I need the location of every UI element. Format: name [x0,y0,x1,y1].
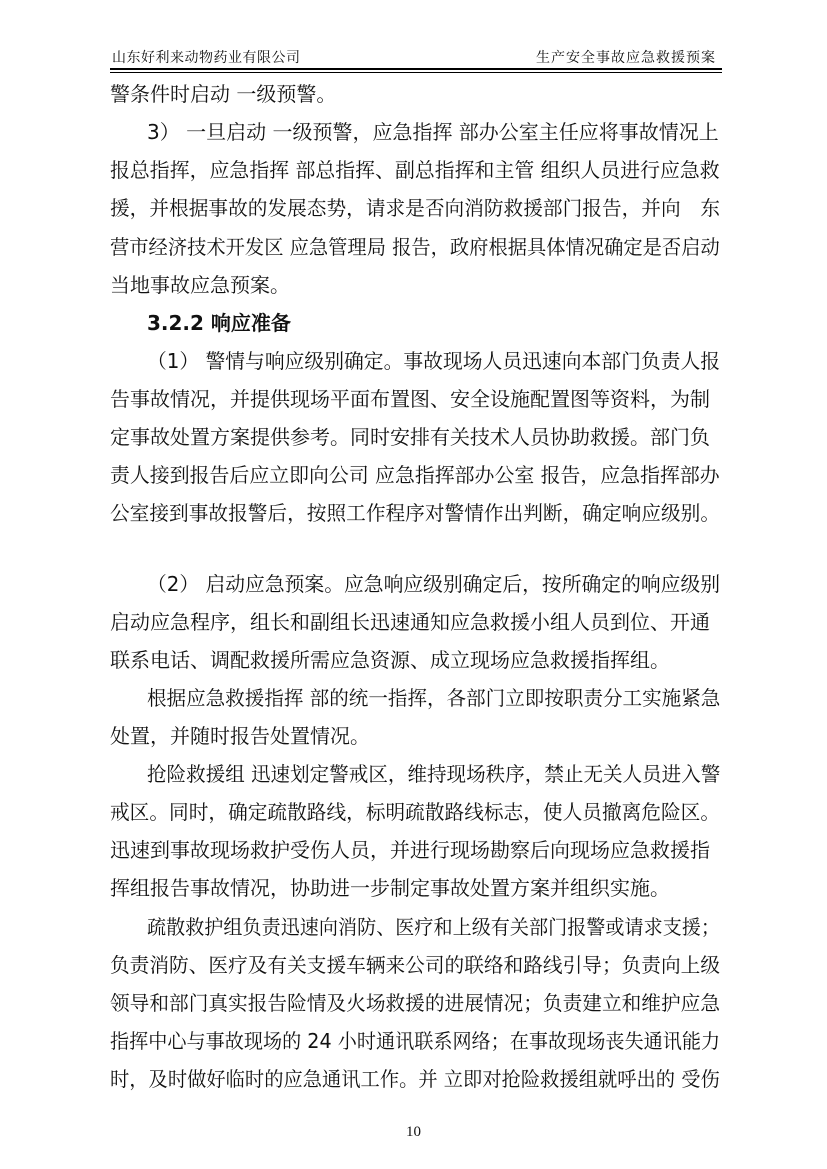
body-line: 3） 一旦启动 一级预警，应急指挥 部办公室主任应将事故情况上 [147,120,719,144]
header-company-name: 山东好利来动物药业有限公司 [112,50,301,66]
body-line: 当地事故应急预案。 [110,273,290,297]
body-line: 抢险救援组 迅速划定警戒区，维持现场秩序，禁止无关人员进入警 [147,762,721,786]
body-line: 迅速到事故现场救护受伤人员，并进行现场勘察后向现场应急救援指 [110,838,710,862]
body-line: 负责消防、医疗及有关支援车辆来公司的联络和路线引导；负责向上级 [110,953,721,977]
body-line: 营市经济技术开发区 应急管理局 报告，政府根据具体情况确定是否启动 [110,235,720,259]
page-number: 10 [406,1124,421,1140]
body-line: 戒区。同时，确定疏散路线，标明疏散路线标志，使人员撤离危险区。 [110,800,721,824]
body-line: 警条件时启动 一级预警。 [110,82,337,106]
body-line: （1） 警情与响应级别确定。事故现场人员迅速向本部门负责人报 [147,349,721,373]
body-line: 根据应急救援指挥 部的统一指挥，各部门立即按职责分工实施紧急 [147,686,721,710]
page-header [110,44,722,68]
body-line: 挥组报告事故情况，协助进一步制定事故处置方案并组织实施。 [110,876,670,900]
section-heading: 3.2.2 响应准备 [147,311,291,335]
body-line: （2） 启动应急预案。应急响应级别确定后，按所确定的响应级别 [147,572,721,596]
body-line: 定事故处置方案提供参考。同时安排有关技术人员协助救援。部门负 [110,425,710,449]
body-line: 联系电话、调配救援所需应急资源、成立现场应急救援指挥组。 [110,648,670,672]
body-line: 报总指挥，应急指挥 部总指挥、副总指挥和主管 组织人员进行应急救 [110,158,720,182]
body-line: 告事故情况，并提供现场平面布置图、安全设施配置图等资料，为制 [110,387,710,411]
body-line: 时，及时做好临时的应急通讯工作。并 立即对抢险救援组就呼出的 受伤 [110,1067,720,1091]
body-line: 援，并根据事故的发展态势，请求是否向消防救援部门报告，并向 东 [110,196,721,220]
body-line: 处置，并随时报告处置情况。 [110,724,370,748]
body-line: 启动应急程序，组长和副组长迅速通知应急救援小组人员到位、开通 [110,610,710,634]
body-line: 疏散救护组负责迅速向消防、医疗和上级有关部门报警或请求支援； [147,915,720,939]
header-document-title: 生产安全事故应急救援预案 [536,50,716,66]
header-rule-thick [110,68,722,70]
body-line: 公室接到事故报警后，按照工作程序对警情作出判断，确定响应级别。 [110,501,721,525]
body-line: 责人接到报告后应立即向公司 应急指挥部办公室 报告，应急指挥部办 [110,463,720,487]
body-line: 指挥中心与事故现场的 24 小时通讯联系网络；在事故现场丧失通讯能力 [110,1029,721,1053]
body-line: 领导和部门真实报告险情及火场救援的进展情况；负责建立和维护应急 [110,991,721,1015]
header-rule-thin [110,72,722,73]
